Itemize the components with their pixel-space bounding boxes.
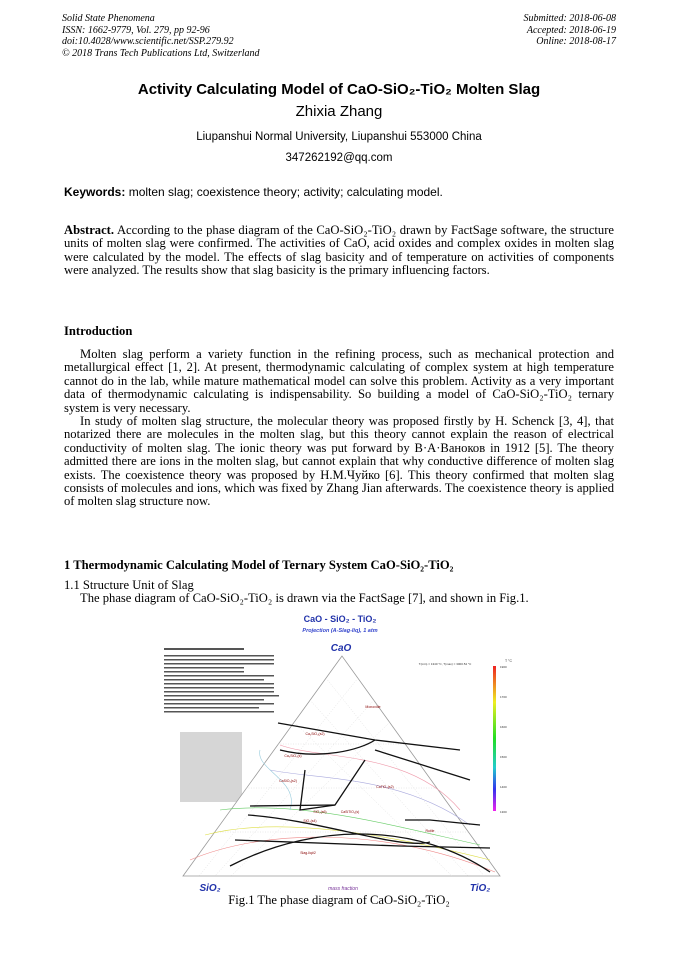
online-date: Online: 2018-08-17 [536, 36, 616, 47]
apex-cao-label: CaO [330, 643, 352, 654]
apex-sio2-label: SiO₂ [199, 883, 221, 894]
subsection [64, 579, 614, 606]
dates-info [524, 13, 617, 48]
axis-label: mass fraction [328, 886, 358, 892]
figure-title: CaO - SiO₂ - TiO₂ [303, 614, 377, 624]
keywords [64, 186, 614, 199]
phase-diagram-figure [160, 610, 520, 895]
region-label: CaSiTiO₅(s) [340, 810, 360, 814]
heading: 1 Thermodynamic Calculating Model of Ternary System CaO-SiO₂-TiO₂ [64, 558, 454, 572]
paragraph: In study of molten slag structure, the molecular theory was proposed firstly by H. Schenck [3, 4], that notarized there are molecules in the molten slag, but this theory cannot explain the reason of electrical conductivity of molten slag. The ionic theory was put forward by B·A·Ваноков in 1912 [5]. The theory admitted there are ions in the molten slag, but cannot explain that why conductive difference of molten slag exists. The coexistence theory was proposed by H.M.Чуйко [6]. This theory confirmed that molten slag consists of molecules and ions, which was fixed by Zhang Jian afterwards. The coexistence theory is applied of molten slag structure now. [64, 414, 614, 509]
paragraph: Molten slag perform a variety function in the refining process, such as mechanical protection and metallurgical effect [1, 2]. At present, thermodynamic calculating of complex system at high temperature cannot do in the lab, while mature mathematical model can solve this problem. Activity as a very important data of thermodynamic calculating is indispensability. So building a model of CaO-SiO₂-TiO₂ ternary system is very necessary. [64, 347, 614, 415]
colorbar-tick: 1700 [500, 695, 507, 699]
abstract-label: Abstract. [64, 223, 115, 237]
keywords-text: molten slag; coexistence theory; activity; calculating model. [125, 185, 443, 199]
colorbar-tick: 1900 [500, 665, 507, 669]
region-label: CaTiO₃(s2) [376, 785, 394, 789]
colorbar-tick: 1600 [500, 725, 507, 729]
colorbar-label: T °C [505, 659, 512, 663]
submitted-date: Submitted: 2018-06-08 [523, 13, 616, 24]
region-label: CaSiO₃(s2) [279, 779, 297, 783]
region-label: SiO₂(s4) [303, 819, 317, 823]
colorbar-tick: 1300 [500, 810, 507, 814]
journal-name: Solid State Phenomena [62, 13, 155, 24]
apex-tio2-label: TiO₂ [469, 883, 491, 894]
abstract [64, 224, 614, 278]
abstract-text: According to the phase diagram of the CaO-SiO₂-TiO₂ drawn by FactSage software, the structure units of molten slag were confirmed. The activities of CaO, acid oxides and complex oxides in molten slag were calculated by the model. The effects of slag basicity and of temperature on activities of components were analyzed. The results show that slag basicity is the primary influencing factors. [64, 223, 614, 278]
keywords-label: Keywords: [64, 185, 126, 199]
region-label: Ca₃SiO₅(s) [284, 754, 302, 758]
region-label: SiO₂(s6) [313, 810, 327, 814]
colorbar-ticks [500, 665, 507, 814]
temperature-colorbar [493, 666, 496, 811]
affiliation: Liupanshui Normal University, Liupanshui 553000 China [196, 131, 482, 143]
introduction-body [64, 348, 614, 509]
region-label: Monoxide [365, 705, 381, 709]
author: Zhixia Zhang [295, 103, 383, 120]
figure-caption: Fig.1 The phase diagram of CaO-SiO₂-TiO₂ [228, 893, 450, 907]
accepted-date: Accepted: 2018-06-19 [526, 24, 616, 36]
region-label: Slag-liq#2 [300, 851, 316, 855]
issn: ISSN: 1662-9779, Vol. 279, pp 92-96 [62, 24, 210, 36]
copyright: © 2018 Trans Tech Publications Ltd, Switzerland [62, 47, 260, 59]
colorbar-tick: 1500 [500, 755, 507, 759]
figure-subtitle: Projection (A-Slag-liq), 1 atm [302, 628, 378, 634]
subsection-heading: 1.1 Structure Unit of Slag [64, 578, 194, 592]
introduction-heading [64, 325, 614, 338]
doi: doi:10.4028/www.scientific.net/SSP.279.92 [62, 36, 234, 47]
heading: Introduction [64, 324, 133, 338]
colorbar-tick: 1400 [500, 785, 507, 789]
region-label: Rutile [425, 829, 435, 833]
email: 347262192@qq.com [285, 152, 393, 164]
paper-title: Activity Calculating Model of CaO-SiO₂-TiO₂ Molten Slag [137, 81, 541, 98]
region-label: Ca₂SiO₄(s2) [305, 732, 325, 736]
temp-note: T(min) = 1340 °C, T(max) = 3000.54 °C [418, 662, 472, 666]
paragraph: The phase diagram of CaO-SiO₂-TiO₂ is drawn via the FactSage [7], and shown in Fig.1. [80, 591, 529, 606]
journal-info [62, 13, 260, 59]
section-heading [64, 559, 614, 572]
